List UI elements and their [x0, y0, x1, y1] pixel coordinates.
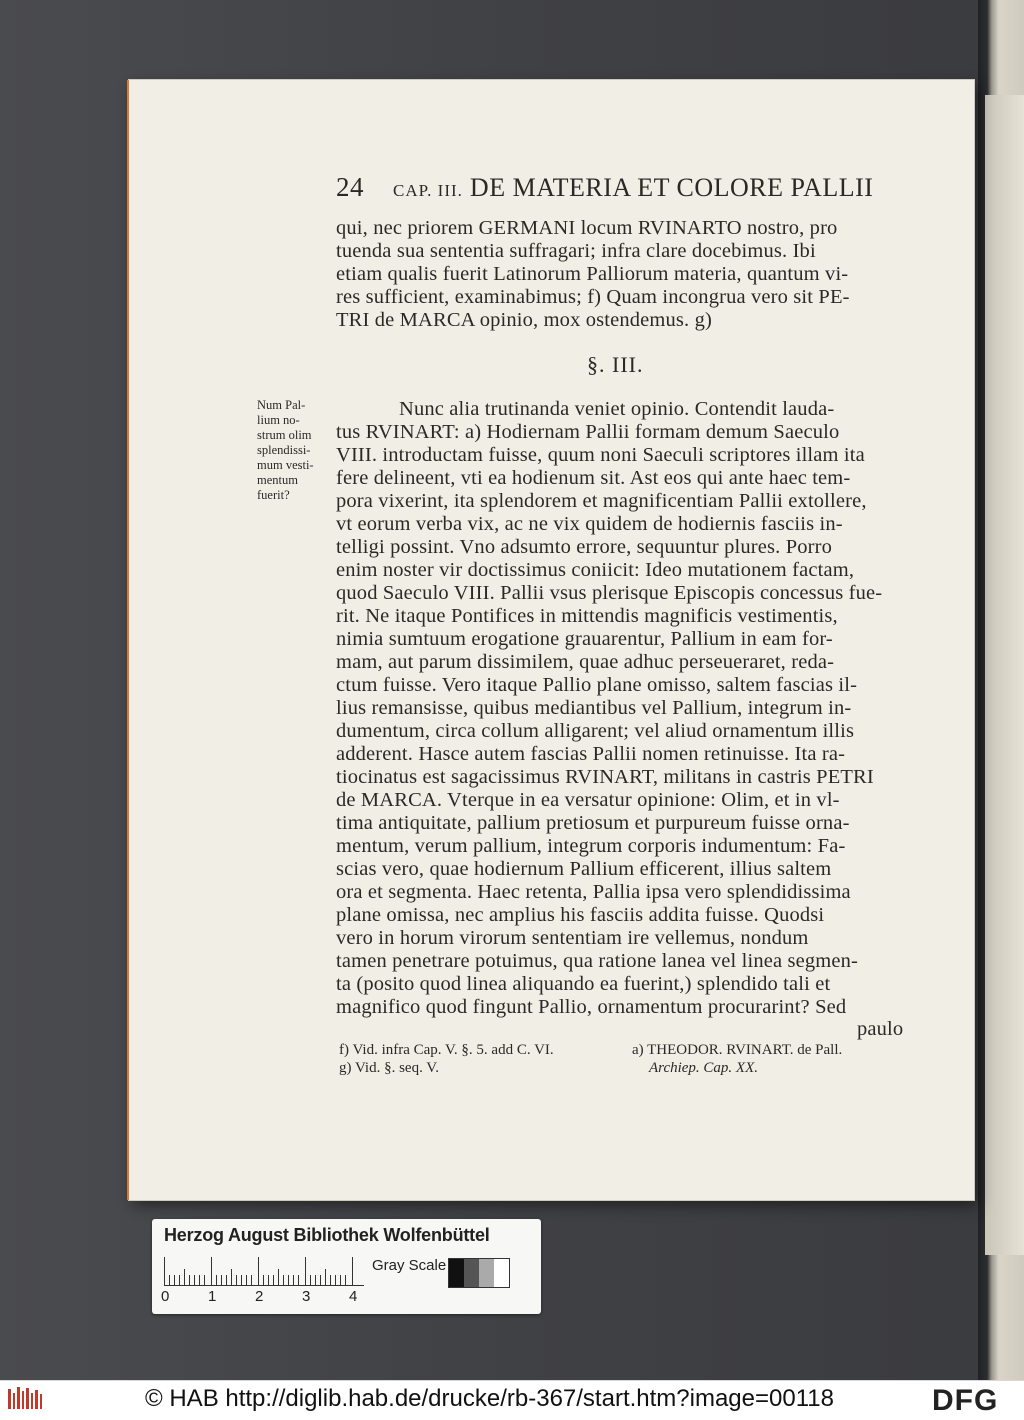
body-line: etiam qualis fuerit Latinorum Palliorum materia, quantum vi- — [336, 263, 849, 285]
body-line: ora et segmenta. Haec retenta, Pallia ipsa vero splendidissima — [336, 881, 851, 903]
swatch-black — [449, 1259, 464, 1287]
body-line: de MARCA. Vterque in ea versatur opinione: Olim, et in vl- — [336, 789, 840, 811]
ruler-number: 3 — [302, 1288, 311, 1305]
page-number: 24 — [336, 172, 364, 202]
ruler-tick — [179, 1275, 180, 1285]
body-line: scias vero, quae hodiernum Pallium efficerent, illius saltem — [336, 858, 832, 880]
body-line: tima antiquitate, pallium pretiosum et purpureum fuisse orna- — [336, 812, 850, 834]
body-line: magnifico quod fingunt Pallio, ornamentum procurarint? Sed — [336, 996, 847, 1018]
body-line: mam, aut parum dissimilem, quae adhuc perseueraret, reda- — [336, 651, 835, 673]
color-target-card — [152, 1219, 541, 1314]
ruler-number: 1 — [208, 1288, 217, 1305]
ruler-tick — [258, 1257, 259, 1285]
ruler-tick — [204, 1275, 205, 1285]
ruler-tick — [325, 1269, 326, 1285]
ruler-tick — [226, 1275, 227, 1285]
target-title: Herzog August Bibliothek Wolfenbüttel — [164, 1225, 490, 1245]
body-line: quod Saeculo VIII. Pallii vsus plerisque Episcopis concessus fue- — [336, 582, 883, 604]
swatch-light-gray — [479, 1259, 494, 1287]
ruler-tick — [221, 1275, 222, 1285]
catchword: paulo — [857, 1018, 904, 1040]
body-line: res sufficient, examinabimus; f) Quam incongrua vero sit PE- — [336, 286, 850, 308]
body-line: tuenda sua sententia suffragari; infra clare docebimus. Ibi — [336, 240, 816, 262]
ruler-tick — [288, 1275, 289, 1285]
margin-note-line: splendissi- — [257, 443, 311, 457]
body-line: Nunc alia trutinanda veniet opinio. Contendit lauda- — [399, 398, 835, 420]
footnote: f) Vid. infra Cap. V. §. 5. add C. VI. — [339, 1042, 554, 1058]
ruler-tick — [278, 1269, 279, 1285]
ruler-number: 0 — [161, 1288, 170, 1305]
running-head — [336, 172, 873, 203]
body-line: VIII. introductam fuisse, quum noni Saeculi scriptores illam ita — [336, 444, 865, 466]
ruler-number: 2 — [255, 1288, 264, 1305]
body-line: tus RVINART: a) Hodiernam Pallii formam demum Saeculo — [336, 421, 840, 443]
body-line: tiocinatus est sagacissimus RVINART, militans in castris PETRI — [336, 766, 874, 788]
swatch-dark-gray — [464, 1259, 479, 1287]
ruler-number: 4 — [349, 1288, 358, 1305]
running-head-title: DE MATERIA ET COLORE PALLII — [469, 173, 874, 202]
section-heading: §. III. — [587, 352, 644, 377]
ruler-tick — [184, 1269, 185, 1285]
margin-note-line: lium no- — [257, 413, 300, 427]
body-line: mentum, verum pallium, integrum corporis indumentum: Fa- — [336, 835, 846, 857]
hab-logo-icon — [6, 1385, 46, 1413]
ruler-tick — [216, 1275, 217, 1285]
ruler-tick — [352, 1257, 353, 1285]
ruler-tick — [199, 1275, 200, 1285]
book-page — [129, 80, 974, 1200]
ruler-tick — [189, 1275, 190, 1285]
copyright-link[interactable]: © HAB http://diglib.hab.de/drucke/rb-367/start.htm?image=00118 — [145, 1385, 834, 1412]
facing-page-edge — [985, 95, 1024, 1255]
ruler-tick — [283, 1275, 284, 1285]
ruler-tick — [241, 1275, 242, 1285]
body-line: telligi possint. Vno adsumto errore, sequuntur plures. Porro — [336, 536, 833, 558]
ruler-tick — [194, 1275, 195, 1285]
body-line: ta (posito quod linea aliquando ea fuerint,) splendido tali et — [336, 973, 831, 995]
body-line: pora vixerint, ita splendorem et magnificentiam Pallii extollere, — [336, 490, 867, 512]
running-head-chapter: CAP. III. — [393, 181, 463, 200]
footnote: a) THEODOR. RVINART. de Pall. — [632, 1042, 843, 1058]
body-line: vero in horum virorum sententiam ire vellemus, nondum — [336, 927, 809, 949]
body-line: enim noster vir doctissimus coniicit: Ideo mutationem factam, — [336, 559, 855, 581]
body-line: ctum fuisse. Vero itaque Pallio plane omisso, saltem fascias il- — [336, 674, 858, 696]
body-line: TRI de MARCA opinio, mox ostendemus. g) — [336, 309, 712, 331]
ruler-tick — [340, 1275, 341, 1285]
body-line: fere delineent, vti ea hodienum sit. Ast eos qui ante haec tem- — [336, 467, 851, 489]
ruler-tick — [320, 1275, 321, 1285]
body-line: vt eorum verba vix, ac ne vix quidem de hodiernis fasciis in- — [336, 513, 843, 535]
margin-note-line: Num Pal- — [257, 398, 306, 412]
ruler-tick — [305, 1257, 306, 1285]
body-line: adderent. Hasce autem fascias Pallii nomen retinuisse. Ita ra- — [336, 743, 846, 765]
gray-scale-label: Gray Scale — [372, 1257, 447, 1274]
ruler-tick — [315, 1275, 316, 1285]
dfg-logo: DFG — [932, 1384, 999, 1417]
ruler-tick — [268, 1275, 269, 1285]
ruler-tick — [211, 1257, 212, 1285]
ruler-tick — [298, 1275, 299, 1285]
body-line: lius remansisse, quibus mediantibus vel Pallium, integrum in- — [336, 697, 852, 719]
ruler-tick — [251, 1275, 252, 1285]
margin-note-line: fuerit? — [257, 488, 290, 502]
body-line: tamen penetrare potuimus, qua ratione lanea vel linea segmen- — [336, 950, 859, 972]
ruler-tick — [169, 1275, 170, 1285]
footnote: Archiep. Cap. XX. — [649, 1060, 759, 1076]
ruler-tick — [164, 1257, 165, 1285]
body-line: dumentum, circa collum alligarent; vel aliud ornamentum illis — [336, 720, 855, 742]
ruler-tick — [263, 1275, 264, 1285]
ruler-tick — [273, 1275, 274, 1285]
ruler-tick — [231, 1269, 232, 1285]
footnote: g) Vid. §. seq. V. — [339, 1060, 439, 1076]
ruler-tick — [345, 1275, 346, 1285]
swatch-white — [494, 1259, 509, 1287]
ruler-tick — [293, 1275, 294, 1285]
body-line: rit. Ne itaque Pontifices in mittendis magnificis vestimentis, — [336, 605, 838, 627]
margin-note-line: mum vesti- — [257, 458, 314, 472]
margin-note-line: mentum — [257, 473, 298, 487]
ruler-tick — [335, 1275, 336, 1285]
body-line: qui, nec priorem GERMANI locum RVINARTO nostro, pro — [336, 217, 838, 239]
body-line: plane omissa, nec amplius his fasciis addita fuisse. Quodsi — [336, 904, 825, 926]
body-line: nimia sumtuum erogatione grauarentur, Pallium in eam for- — [336, 628, 833, 650]
ruler-tick — [236, 1275, 237, 1285]
ruler-tick — [310, 1275, 311, 1285]
ruler-tick — [330, 1275, 331, 1285]
margin-note — [257, 398, 331, 503]
margin-note-line: strum olim — [257, 428, 312, 442]
ruler-tick — [246, 1275, 247, 1285]
gray-scale-swatch — [448, 1258, 510, 1288]
ruler — [164, 1257, 364, 1286]
ruler-tick — [174, 1275, 175, 1285]
